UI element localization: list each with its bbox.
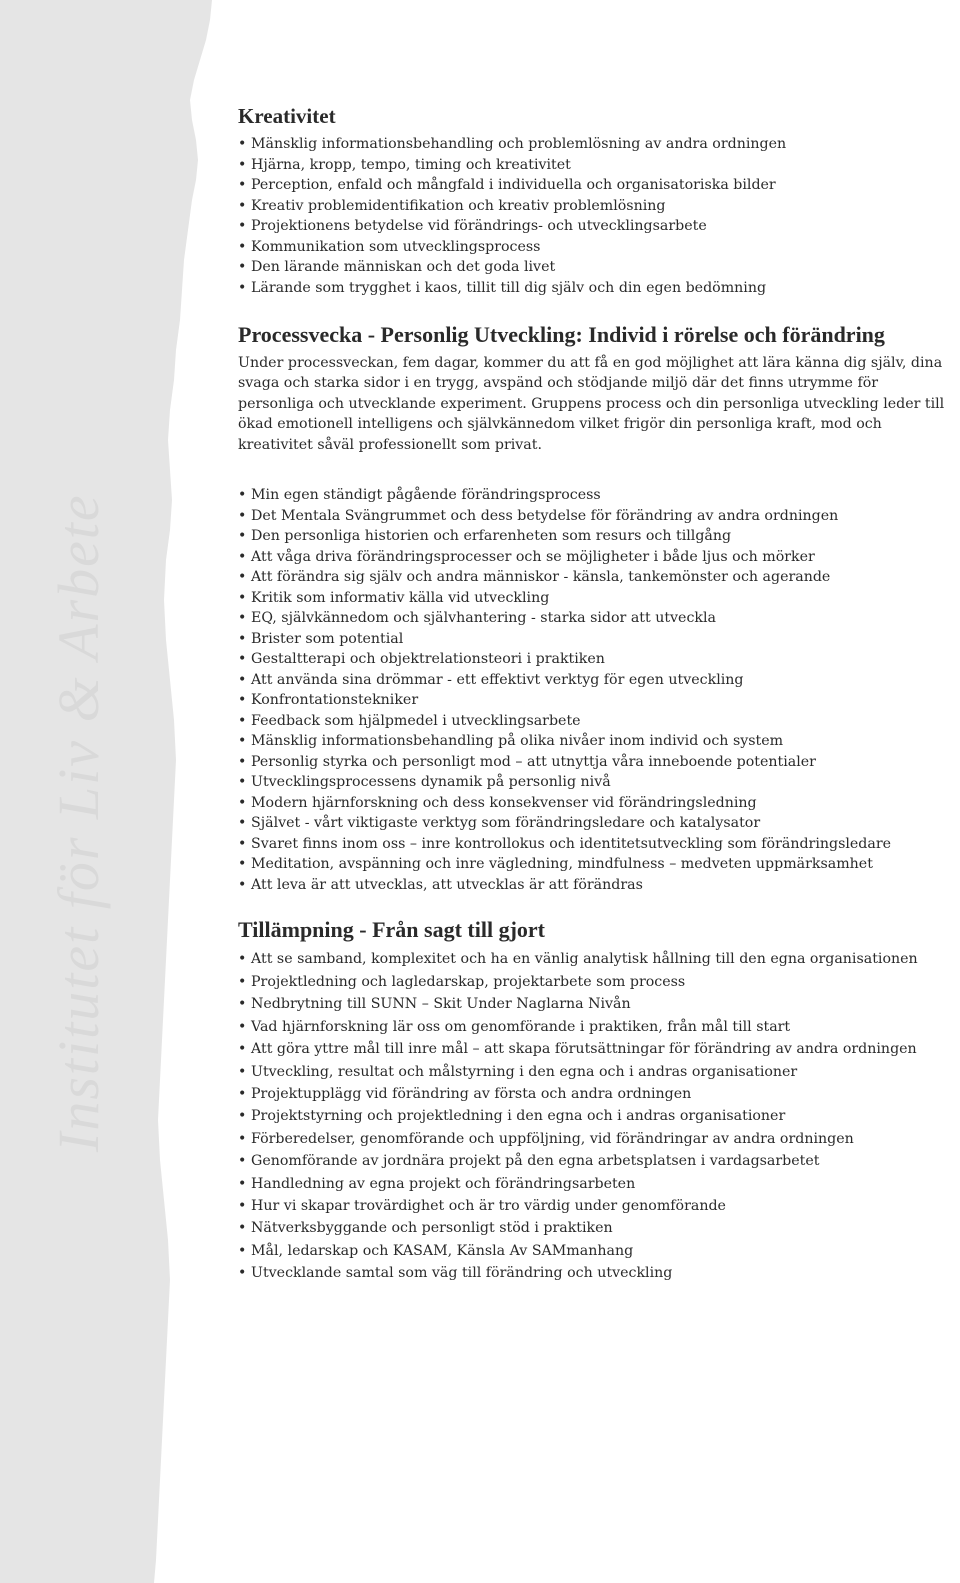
bullet-glyph: • xyxy=(238,259,247,276)
list-item-text: Det Mentala Svängrummet och dess betydelse för förändring av andra ordningen xyxy=(251,507,839,524)
list-item xyxy=(238,752,954,773)
bullet-glyph: • xyxy=(238,156,247,173)
list-item xyxy=(238,1262,954,1284)
bullet-glyph: • xyxy=(238,1242,247,1259)
list-item-text: Projektupplägg vid förändring av första och andra ordningen xyxy=(251,1085,692,1102)
list-item xyxy=(238,854,954,875)
list-tillampning xyxy=(238,948,954,1284)
list-item-text: Projektstyrning och projektledning i den egna och i andras organisationer xyxy=(251,1108,786,1125)
list-item-text: Att leva är att utvecklas, att utvecklas är att förändras xyxy=(251,876,643,893)
bullet-glyph: • xyxy=(238,1041,247,1058)
list-item-text: Kreativ problemidentifikation och kreativ problemlösning xyxy=(251,197,666,214)
bullet-glyph: • xyxy=(238,692,247,709)
section-kreativitet xyxy=(238,104,954,298)
bullet-glyph: • xyxy=(238,548,247,565)
list-item xyxy=(238,196,954,217)
list-item-text: Perception, enfald och mångfald i individuella och organisatoriska bilder xyxy=(251,177,776,194)
bullet-glyph: • xyxy=(238,218,247,235)
list-item xyxy=(238,588,954,609)
list-item-text: Att göra yttre mål till inre mål – att skapa förutsättningar för förändring av andra ordningen xyxy=(251,1041,917,1058)
bullet-glyph: • xyxy=(238,197,247,214)
list-item xyxy=(238,1083,954,1105)
list-item-text: Kommunikation som utvecklingsprocess xyxy=(251,238,541,255)
list-item-text: Projektionens betydelse vid förändrings- och utvecklingsarbete xyxy=(251,218,707,235)
bullet-glyph: • xyxy=(238,507,247,524)
list-item xyxy=(238,1150,954,1172)
bullet-glyph: • xyxy=(238,528,247,545)
list-item-text: Mål, ledarskap och KASAM, Känsla Av SAMmanhang xyxy=(251,1242,634,1259)
bullet-glyph: • xyxy=(238,569,247,586)
bullet-glyph: • xyxy=(238,1153,247,1170)
list-item xyxy=(238,547,954,568)
bullet-glyph: • xyxy=(238,651,247,668)
list-item xyxy=(238,1061,954,1083)
section-processvecka xyxy=(238,322,954,895)
bullet-glyph: • xyxy=(238,856,247,873)
list-item-text: Att se samband, komplexitet och ha en vänlig analytisk hållning till den egna organisationen xyxy=(251,951,918,968)
list-item-text: Att våga driva förändringsprocesser och se möjligheter i både ljus och mörker xyxy=(251,548,815,565)
bullet-glyph: • xyxy=(238,1130,247,1147)
list-item-text: Att förändra sig själv och andra människor - känsla, tankemönster och agerande xyxy=(251,569,831,586)
list-item-text: Gestaltterapi och objektrelationsteori i praktiken xyxy=(251,651,605,668)
list-item-text: Svaret finns inom oss – inre kontrollokus och identitetsutveckling som förändringsledare xyxy=(251,835,892,852)
bullet-glyph: • xyxy=(238,487,247,504)
heading-processvecka: Processvecka - Personlig Utveckling: Individ i rörelse och förändring xyxy=(238,322,885,348)
list-item-text: Självet - vårt viktigaste verktyg som förändringsledare och katalysator xyxy=(251,815,761,832)
torn-paper-edge xyxy=(0,0,230,1583)
list-item xyxy=(238,526,954,547)
list-item xyxy=(238,875,954,896)
list-item-text: Konfrontationstekniker xyxy=(251,692,419,709)
list-item xyxy=(238,1217,954,1239)
list-item xyxy=(238,175,954,196)
list-item-text: Mänsklig informationsbehandling på olika nivåer inom individ och system xyxy=(251,733,784,750)
list-item xyxy=(238,1105,954,1127)
list-item xyxy=(238,813,954,834)
bullet-glyph: • xyxy=(238,794,247,811)
list-item xyxy=(238,567,954,588)
bullet-glyph: • xyxy=(238,1265,247,1282)
list-item-text: Nätverksbyggande och personligt stöd i praktiken xyxy=(251,1220,613,1237)
list-item xyxy=(238,155,954,176)
list-item-text: Utvecklingsprocessens dynamik på personlig nivå xyxy=(251,774,611,791)
bullet-glyph: • xyxy=(238,1220,247,1237)
institute-vertical-title: Institutet för Liv & Arbete xyxy=(46,493,111,1152)
list-item-text: Vad hjärnforskning lär oss om genomförande i praktiken, från mål till start xyxy=(251,1018,791,1035)
bullet-glyph: • xyxy=(238,973,247,990)
list-item-text: Projektledning och lagledarskap, projektarbete som process xyxy=(251,973,686,990)
list-item xyxy=(238,649,954,670)
list-item-text: Utvecklande samtal som väg till förändring och utveckling xyxy=(251,1265,673,1282)
bullet-glyph: • xyxy=(238,589,247,606)
list-item xyxy=(238,608,954,629)
list-item-text: Personlig styrka och personligt mod – att utnyttja våra inneboende potentialer xyxy=(251,753,816,770)
list-item xyxy=(238,134,954,155)
bullet-glyph: • xyxy=(238,1063,247,1080)
list-item xyxy=(238,731,954,752)
processvecka-paragraph: Under processveckan, fem dagar, kommer du att få en god möjlighet att lära känna dig själv, dina svaga och starka sidor i en trygg, avspänd och stödjande miljö där det finns utrymme för personliga och utvecklande experiment. Gruppens process och din personliga utveckling leder till ökad emotionell intelligens och självkännedom vilket frigör din personliga kraft, mod och kreativitet såväl professionellt som privat. xyxy=(238,354,945,453)
list-item-text: Hur vi skapar trovärdighet och är tro värdig under genomförande xyxy=(251,1197,726,1214)
bullet-glyph: • xyxy=(238,1085,247,1102)
bullet-glyph: • xyxy=(238,1175,247,1192)
list-item-text: Brister som potential xyxy=(251,630,404,647)
bullet-glyph: • xyxy=(238,136,247,153)
list-item xyxy=(238,216,954,237)
heading-tillampning: Tillämpning - Från sagt till gjort xyxy=(238,917,545,943)
list-item xyxy=(238,1195,954,1217)
list-item-text: Den personliga historien och erfarenheten som resurs och tillgång xyxy=(251,528,732,545)
list-item xyxy=(238,690,954,711)
bullet-glyph: • xyxy=(238,238,247,255)
decorative-side-strip xyxy=(0,0,230,1583)
bullet-glyph: • xyxy=(238,835,247,852)
list-item xyxy=(238,971,954,993)
list-item-text: EQ, självkännedom och självhantering - starka sidor att utveckla xyxy=(251,610,716,627)
bullet-glyph: • xyxy=(238,712,247,729)
list-item-text: Genomförande av jordnära projekt på den egna arbetsplatsen i vardagsarbetet xyxy=(251,1153,820,1170)
list-item xyxy=(238,257,954,278)
list-item-text: Förberedelser, genomförande och uppföljning, vid förändringar av andra ordningen xyxy=(251,1130,854,1147)
list-item-text: Min egen ständigt pågående förändringsprocess xyxy=(251,487,601,504)
list-item xyxy=(238,237,954,258)
list-item xyxy=(238,1038,954,1060)
bullet-glyph: • xyxy=(238,815,247,832)
list-item xyxy=(238,485,954,506)
list-item-text: Den lärande människan och det goda livet xyxy=(251,259,556,276)
list-item xyxy=(238,1016,954,1038)
list-kreativitet xyxy=(238,134,954,298)
bullet-glyph: • xyxy=(238,1108,247,1125)
list-item-text: Kritik som informativ källa vid utveckling xyxy=(251,589,550,606)
section-tillampning xyxy=(238,917,954,1284)
list-item-text: Nedbrytning till SUNN – Skit Under Naglarna Nivån xyxy=(251,996,631,1013)
main-content xyxy=(238,104,954,1285)
list-item xyxy=(238,278,954,299)
list-item-text: Meditation, avspänning och inre vägledning, mindfulness – medveten uppmärksamhet xyxy=(251,856,873,873)
list-item xyxy=(238,834,954,855)
bullet-glyph: • xyxy=(238,733,247,750)
list-item-text: Modern hjärnforskning och dess konsekvenser vid förändringsledning xyxy=(251,794,757,811)
bullet-glyph: • xyxy=(238,753,247,770)
list-item xyxy=(238,629,954,650)
bullet-glyph: • xyxy=(238,1197,247,1214)
bullet-glyph: • xyxy=(238,774,247,791)
bullet-glyph: • xyxy=(238,610,247,627)
bullet-glyph: • xyxy=(238,951,247,968)
list-item xyxy=(238,793,954,814)
list-item-text: Hjärna, kropp, tempo, timing och kreativitet xyxy=(251,156,571,173)
list-item xyxy=(238,948,954,970)
list-item xyxy=(238,670,954,691)
list-item-text: Mänsklig informationsbehandling och problemlösning av andra ordningen xyxy=(251,136,787,153)
list-item-text: Utveckling, resultat och målstyrning i den egna och i andras organisationer xyxy=(251,1063,798,1080)
list-item xyxy=(238,506,954,527)
list-item-text: Feedback som hjälpmedel i utvecklingsarbete xyxy=(251,712,581,729)
bullet-glyph: • xyxy=(238,279,247,296)
bullet-glyph: • xyxy=(238,630,247,647)
list-item xyxy=(238,772,954,793)
list-item xyxy=(238,711,954,732)
bullet-glyph: • xyxy=(238,177,247,194)
bullet-glyph: • xyxy=(238,876,247,893)
list-item xyxy=(238,1173,954,1195)
list-item xyxy=(238,1128,954,1150)
list-item xyxy=(238,993,954,1015)
bullet-glyph: • xyxy=(238,671,247,688)
list-item xyxy=(238,1240,954,1262)
list-item-text: Lärande som trygghet i kaos, tillit till dig själv och din egen bedömning xyxy=(251,279,767,296)
list-processvecka xyxy=(238,485,954,895)
list-item-text: Handledning av egna projekt och förändringsarbeten xyxy=(251,1175,636,1192)
list-item-text: Att använda sina drömmar - ett effektivt verktyg för egen utveckling xyxy=(251,671,744,688)
heading-kreativitet: Kreativitet xyxy=(238,104,336,128)
bullet-glyph: • xyxy=(238,1018,247,1035)
bullet-glyph: • xyxy=(238,996,247,1013)
